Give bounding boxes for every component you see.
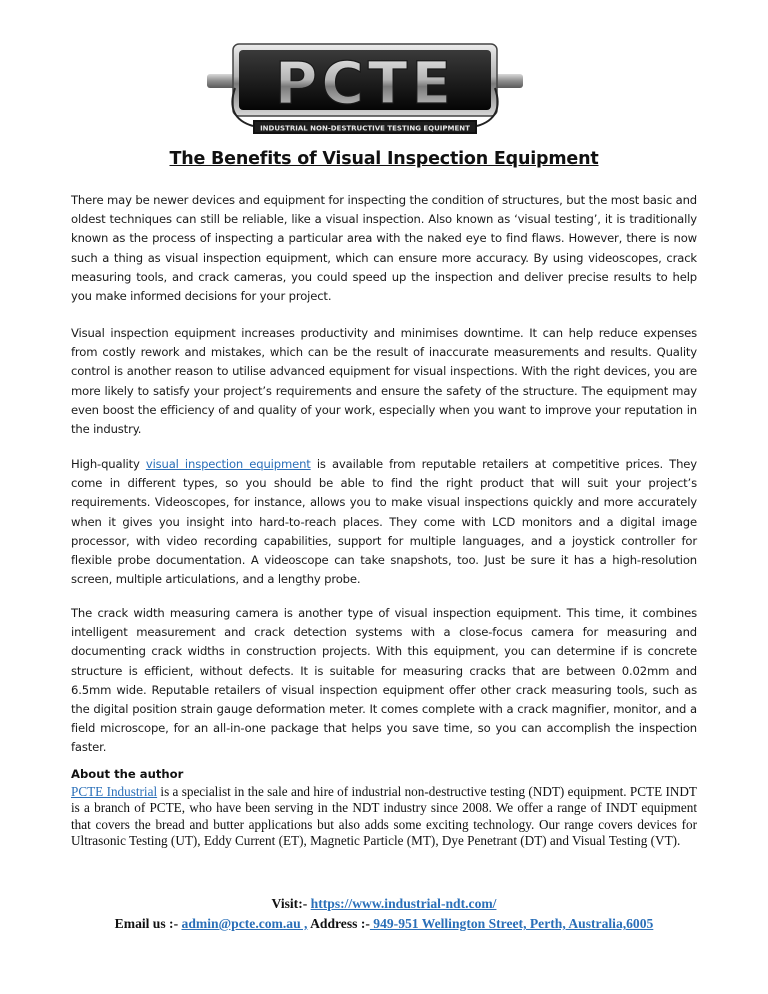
pcte-industrial-link[interactable]: PCTE Industrial [71,784,158,799]
footer-visit [0,896,768,912]
paragraph-text: is available from reputable retailers at competitive prices. They come in different types, so you should be able to find the right product that will suit your project’s requirements. Videoscopes, for instance, allows you to make visual inspections quickly and more accurately when it gives you insight into hard-to-reach places. They come with LCD monitors and a digital image processor, with video recording capabilities, support for multiple languages, and a joystick controller for flexible probe documentation. A videoscope can take snapshots, too. Just be sure it has a high-resolution screen, multiple articulations, and a lengthy probe. [71,457,698,587]
paragraph-videoscopes [71,455,697,589]
footer-contact [0,916,768,932]
website-link[interactable]: https://www.industrial-ndt.com/ [310,896,497,911]
logo-brand: PCTE [274,49,456,117]
visual-inspection-equipment-link[interactable]: visual inspection equipment [145,457,311,471]
author-heading: About the author [71,767,184,781]
address-link[interactable]: 949-951 Wellington Street, Perth, Australia,6005 [369,916,654,931]
author-bio [71,784,697,849]
paragraph-intro: There may be newer devices and equipment for inspecting the condition of structures, but the most basic and oldest techniques can still be reliable, like a visual inspection. Also known as ‘visual testing’, it is traditionally known as the process of inspecting a particular area with the naked eye to find flaws. However, there is now such a thing as visual inspection equipment, which can ensure more accuracy. By using videoscopes, crack measuring tools, and crack cameras, you could speed up the inspection and deliver precise results to help you make informed decisions for your project. [71,193,697,304]
author-bio-text: is a specialist in the sale and hire of industrial non-destructive testing (NDT) equipment. PCTE INDT is a branch of PCTE, who have been serving in the NDT industry since 2008. We offer a range of INDT equipment that covers the bread and butter applications but also adds some exciting technology. Our range covers devices for Ultrasonic Testing (UT), Eddy Current (ET), Magnetic Particle (MT), Dye Penetrant (DT) and Visual Testing (VT). [71,784,697,848]
paragraph-crack-camera: The crack width measuring camera is another type of visual inspection equipment. This time, it combines intelligent measurement and crack detection systems with a close-focus camera for measuring and documenting crack widths in construction projects. With this equipment, you can determine if is concrete structure is efficient, without defects. It is suitable for measuring cracks that are between 0.02mm and 6.5mm wide. Reputable retailers of visual inspection equipment offer other crack measuring tools, such as the digital position strain gauge deformation meter. It comes complete with a crack magnifier, monitor, and a field microscope, for an all-in-one package that helps you save time, so you can accomplish the inspection faster. [71,606,697,755]
page-title: The Benefits of Visual Inspection Equipment [169,149,599,169]
email-label: Email us :- [114,916,182,931]
pcte-logo [205,40,525,136]
paragraph-productivity: Visual inspection equipment increases productivity and minimises downtime. It can help reduce expenses from costly rework and mistakes, which can be the result of inaccurate measurements and results. Quality control is another reason to utilise advanced equipment for visual inspections. With the right devices, you are more likely to satisfy your project’s requirements and ensure the safety of the structure. The equipment may even boost the efficiency of and quality of your work, especially when you want to improve your reputation in the industry. [71,326,697,437]
email-link[interactable]: admin@pcte.com.au , [181,916,308,931]
logo-tagline: INDUSTRIAL NON-DESTRUCTIVE TESTING EQUIPMENT [260,124,470,133]
visit-label: Visit:- [271,896,311,911]
paragraph-text: High-quality [71,457,146,471]
address-label: Address :- [307,916,370,931]
